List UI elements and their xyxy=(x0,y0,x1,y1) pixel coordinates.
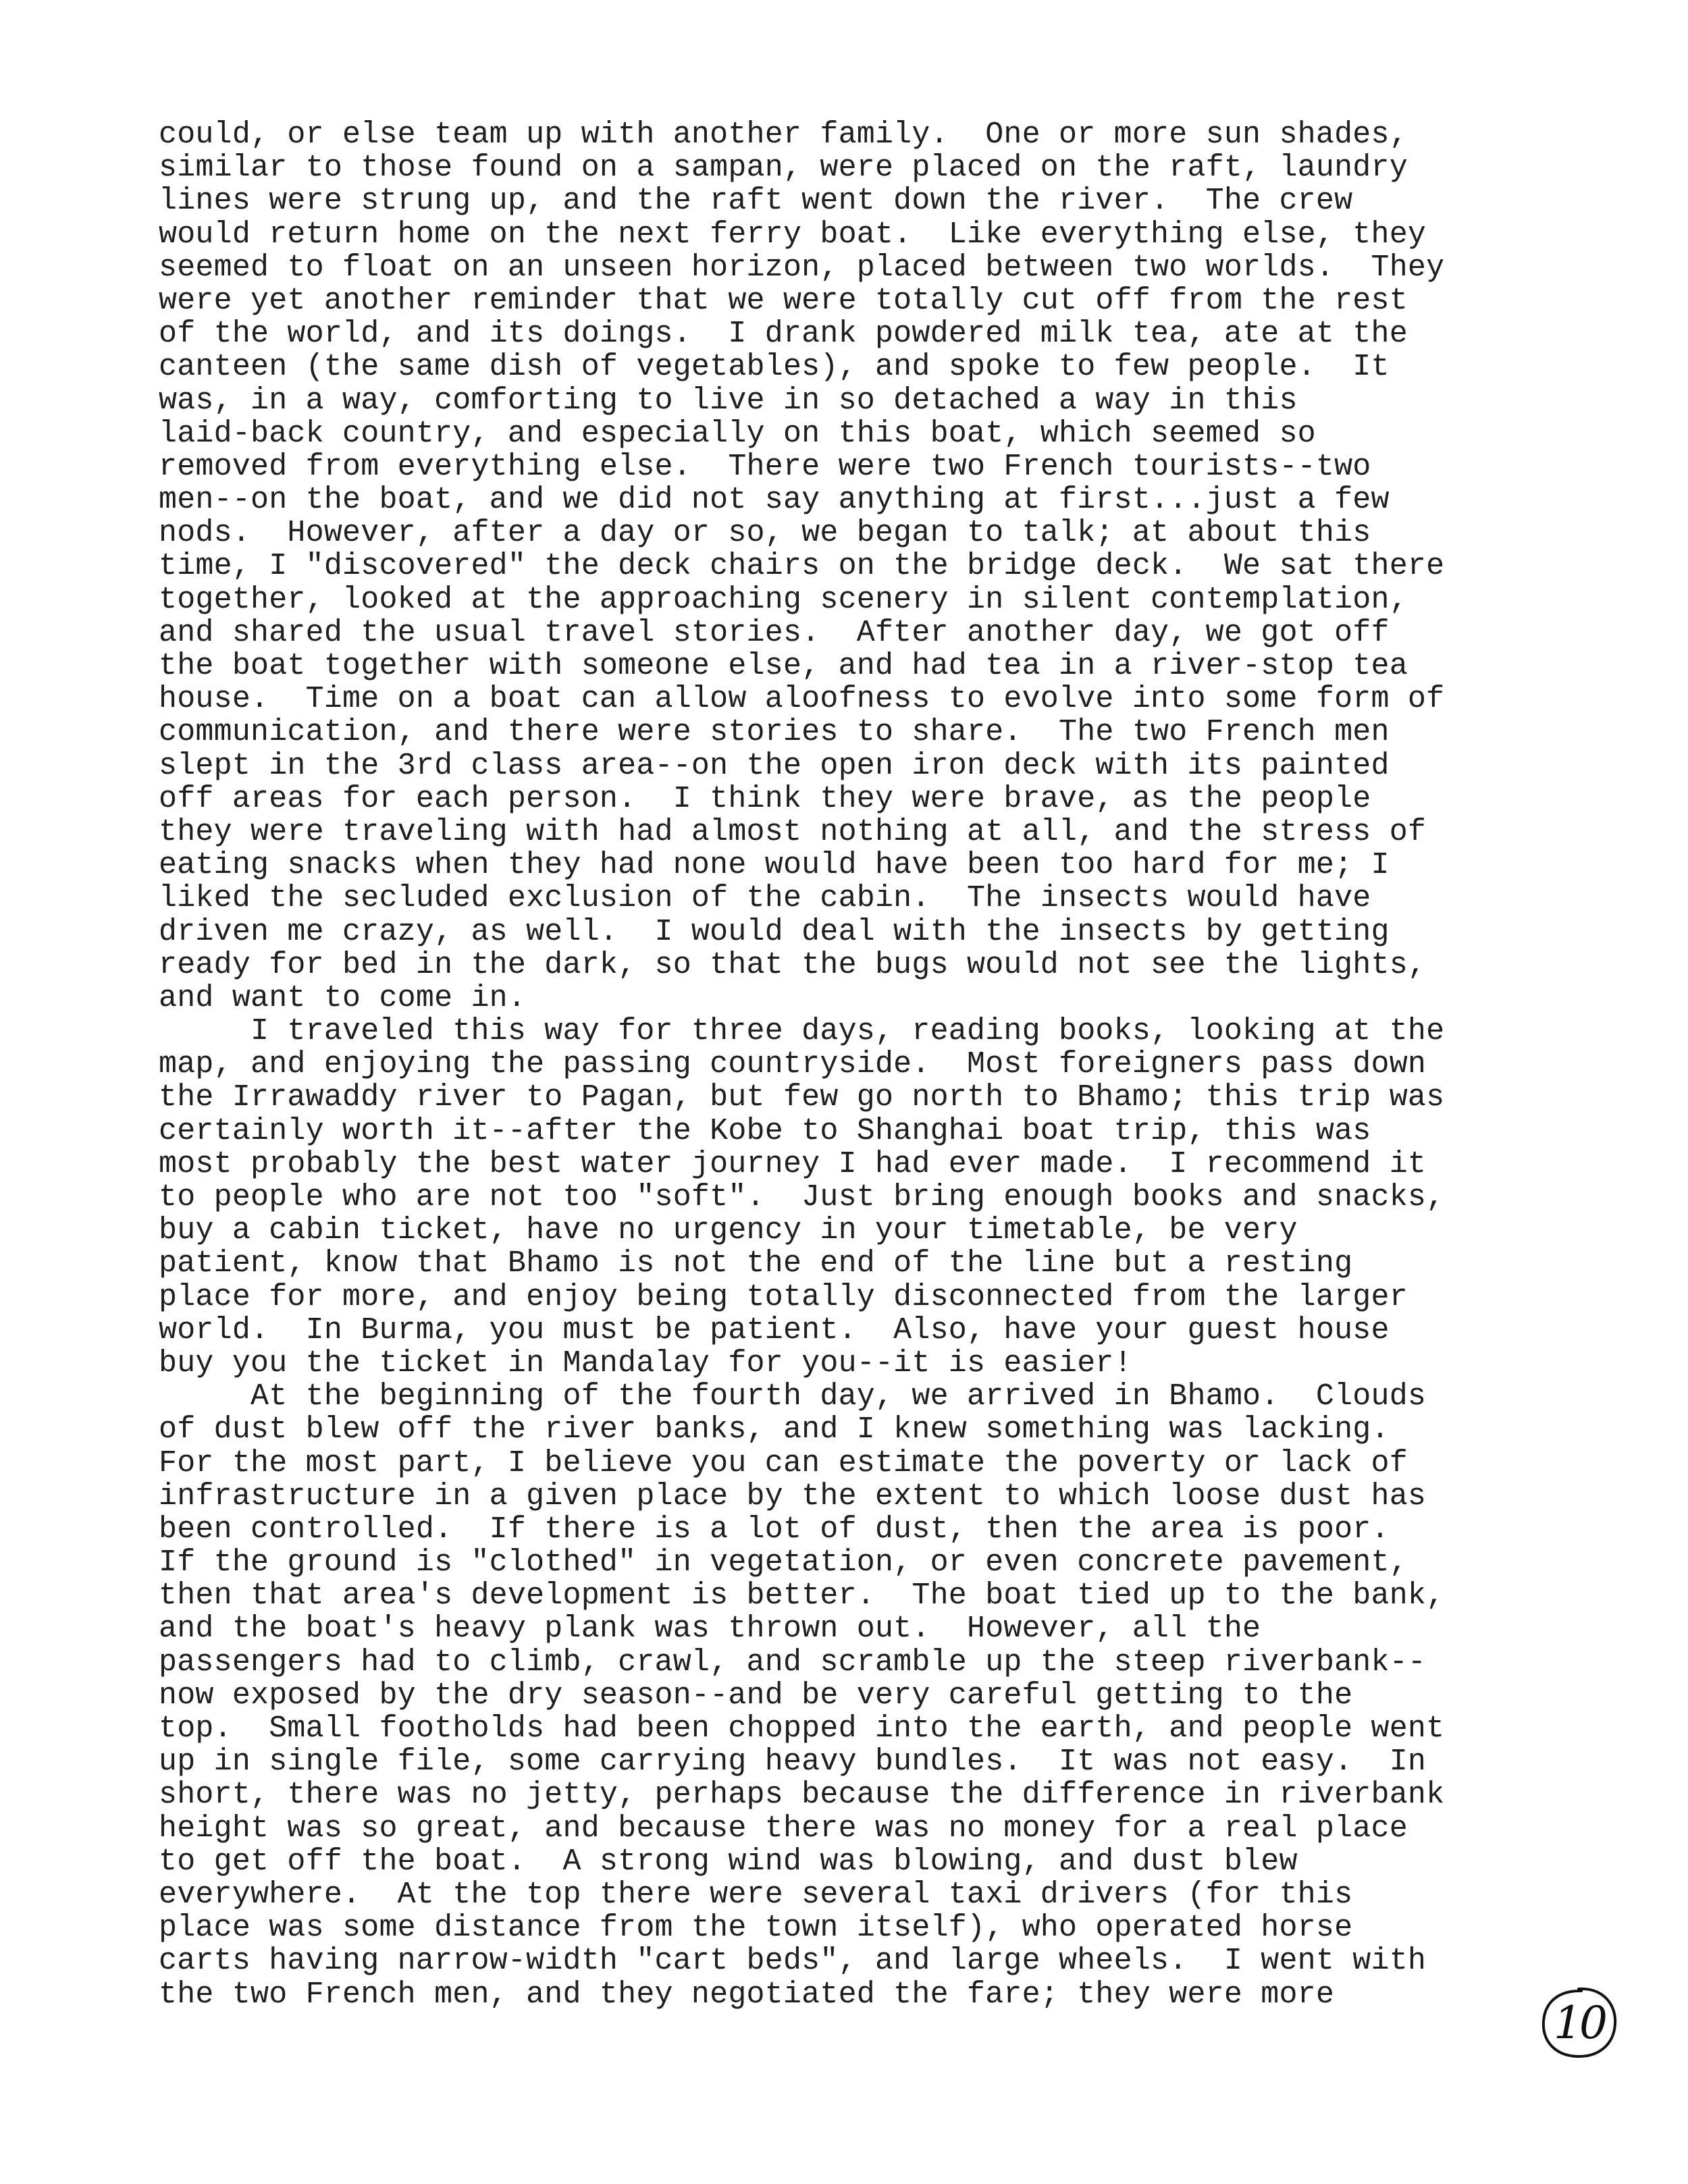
text-line: I traveled this way for three days, reading books, looking at the xyxy=(159,1014,1445,1049)
text-line: height was so great, and because there was no money for a real place xyxy=(159,1811,1408,1846)
text-line: was, in a way, comforting to live in so detached a way in this xyxy=(159,383,1298,418)
text-line: of dust blew off the river banks, and I knew something was lacking. xyxy=(159,1412,1390,1447)
text-line: canteen (the same dish of vegetables), and spoke to few people. It xyxy=(159,350,1390,385)
text-line: could, or else team up with another family. One or more sun shades, xyxy=(159,117,1408,152)
text-line: they were traveling with had almost nothing at all, and the stress of xyxy=(159,814,1427,849)
text-line: most probably the best water journey I had ever made. I recommend it xyxy=(159,1146,1427,1181)
text-line: the boat together with someone else, and had tea in a river-stop tea xyxy=(159,649,1408,683)
text-line: buy a cabin ticket, have no urgency in your timetable, be very xyxy=(159,1213,1298,1248)
text-line: removed from everything else. There were two French tourists--two xyxy=(159,449,1371,484)
text-line: now exposed by the dry season--and be very careful getting to the xyxy=(159,1678,1353,1713)
text-line: up in single file, some carrying heavy bundles. It was not easy. In xyxy=(159,1744,1427,1780)
text-line: communication, and there were stories to share. The two French men xyxy=(159,715,1390,750)
text-line: map, and enjoying the passing countryside. Most foreigners pass down xyxy=(159,1047,1427,1082)
handwritten-page-number xyxy=(1538,1985,1620,2060)
text-line: nods. However, after a day or so, we began to talk; at about this xyxy=(159,516,1371,551)
text-line: For the most part, I believe you can estimate the poverty or lack of xyxy=(159,1445,1408,1481)
text-line: off areas for each person. I think they were brave, as the people xyxy=(159,781,1371,816)
text-line: would return home on the next ferry boat. Like everything else, they xyxy=(159,217,1427,252)
text-line: of the world, and its doings. I drank powdered milk tea, ate at the xyxy=(159,317,1408,352)
text-line: similar to those found on a sampan, were placed on the raft, laundry xyxy=(159,151,1408,186)
text-line: seemed to float on an unseen horizon, placed between two worlds. They xyxy=(159,250,1445,285)
text-line: and the boat's heavy plank was thrown out. However, all the xyxy=(159,1612,1261,1647)
text-line: laid-back country, and especially on this boat, which seemed so xyxy=(159,416,1316,451)
text-line: the Irrawaddy river to Pagan, but few go north to Bhamo; this trip was xyxy=(159,1080,1445,1115)
text-line: place for more, and enjoy being totally disconnected from the larger xyxy=(159,1279,1408,1314)
text-line: certainly worth it--after the Kobe to Shanghai boat trip, this was xyxy=(159,1113,1371,1148)
text-line: the two French men, and they negotiated the fare; they were more xyxy=(159,1977,1335,2012)
text-line: house. Time on a boat can allow aloofness to evolve into some form of xyxy=(159,682,1445,717)
text-line: time, I "discovered" the deck chairs on the bridge deck. We sat there xyxy=(159,549,1445,584)
text-line: lines were strung up, and the raft went down the river. The crew xyxy=(159,184,1353,219)
text-line: to get off the boat. A strong wind was blowing, and dust blew xyxy=(159,1844,1298,1879)
text-line: together, looked at the approaching scenery in silent contemplation, xyxy=(159,582,1408,617)
text-line: and want to come in. xyxy=(159,980,527,1015)
text-line: and shared the usual travel stories. After another day, we got off xyxy=(159,615,1390,650)
text-line: been controlled. If there is a lot of dust, then the area is poor. xyxy=(159,1512,1390,1547)
text-line: men--on the boat, and we did not say anything at first...just a few xyxy=(159,483,1390,518)
text-line: were yet another reminder that we were totally cut off from the rest xyxy=(159,283,1408,318)
text-line: top. Small footholds had been chopped into the earth, and people went xyxy=(159,1711,1445,1746)
text-line: short, there was no jetty, perhaps because the difference in riverbank xyxy=(159,1778,1445,1813)
text-line: driven me crazy, as well. I would deal with the insects by getting xyxy=(159,914,1390,949)
typescript-body xyxy=(159,118,1644,2011)
text-line: slept in the 3rd class area--on the open iron deck with its painted xyxy=(159,748,1390,783)
text-line: At the beginning of the fourth day, we arrived in Bhamo. Clouds xyxy=(159,1379,1427,1414)
text-line: everywhere. At the top there were several taxi drivers (for this xyxy=(159,1877,1353,1912)
text-line: place was some distance from the town itself), who operated horse xyxy=(159,1911,1353,1946)
text-line: carts having narrow-width "cart beds", and large wheels. I went with xyxy=(159,1944,1427,1979)
text-line: infrastructure in a given place by the extent to which loose dust has xyxy=(159,1479,1427,1514)
text-line: patient, know that Bhamo is not the end of the line but a resting xyxy=(159,1246,1353,1281)
text-line: If the ground is "clothed" in vegetation, or even concrete pavement, xyxy=(159,1545,1408,1580)
text-line: then that area's development is better. The boat tied up to the bank, xyxy=(159,1578,1445,1614)
text-line: world. In Burma, you must be patient. Also, have your guest house xyxy=(159,1312,1390,1348)
text-line: ready for bed in the dark, so that the bugs would not see the lights, xyxy=(159,947,1427,982)
text-line: liked the secluded exclusion of the cabin. The insects would have xyxy=(159,881,1371,916)
text-line: buy you the ticket in Mandalay for you--it is easier! xyxy=(159,1346,1132,1381)
text-line: eating snacks when they had none would have been too hard for me; I xyxy=(159,848,1390,883)
text-line: to people who are not too "soft". Just bring enough books and snacks, xyxy=(159,1180,1445,1215)
page-number-label: 10 xyxy=(1554,1996,1605,2049)
text-line: passengers had to climb, crawl, and scramble up the steep riverbank-- xyxy=(159,1645,1427,1680)
